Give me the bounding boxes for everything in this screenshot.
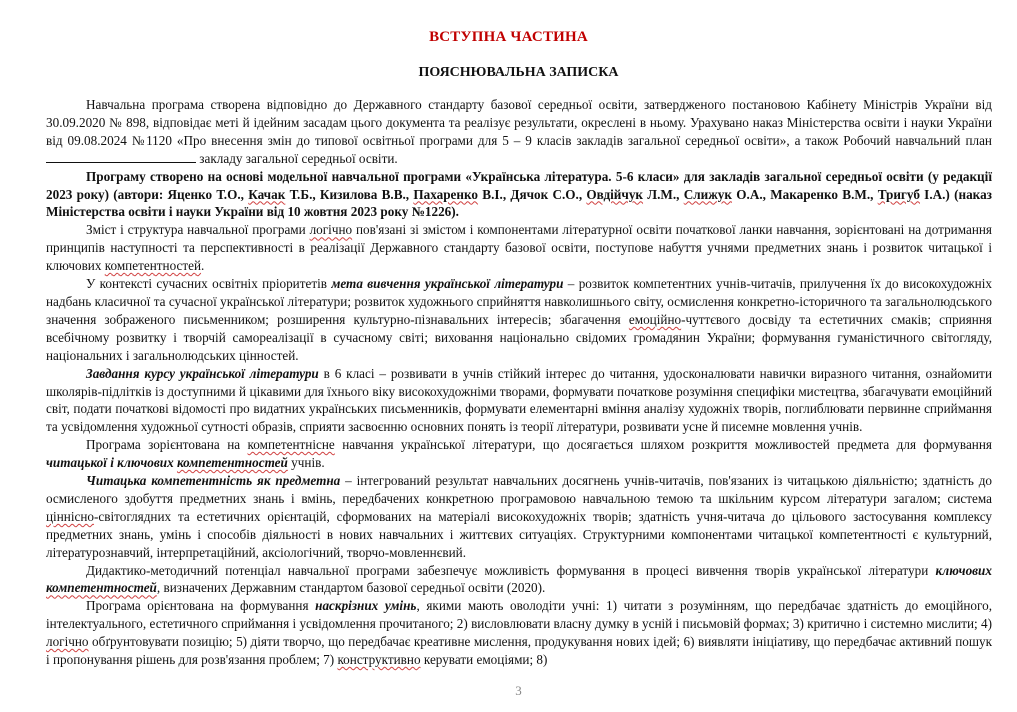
p9-word-1: логічно	[46, 634, 89, 650]
p5-tasks-term: Завдання курсу української літератури	[86, 365, 319, 381]
p4-text-b: – розвиток компетентних учнів-читачів, прилучення їх до високохудожніх надбань класичної та сучасної української літератури; розвиток художнього сприйняття навколишнього світу, осмислення конкретно-історичного та загальнолюдського значення зображеного письменником; розширення культурно-пізнавальних інтересів; збагачення	[46, 276, 992, 327]
p2-author-3: Овдійчук	[586, 186, 644, 202]
p7-term: Читацька компетентність як предметна	[86, 473, 341, 489]
p6-bold-1: читацької і ключових	[46, 455, 177, 471]
p4-goal-term: мета вивчення української літератури	[331, 276, 564, 292]
paragraph-8	[46, 562, 992, 598]
p6-bold-2: компетентностей	[176, 455, 288, 471]
section-subheading: ПОЯСНЮВАЛЬНА ЗАПИСКА	[418, 65, 619, 80]
p3-text-b: пов'язані зі змістом і компонентами літературної освіти початкової ланки навчання, зорієнтовані на дотримання принципів наступності та перспективності в реалізації Державного стандарту базової освіти, поступове набуття учнями предметних знань і розвиток читацької і ключових	[46, 222, 993, 274]
p3-text-a: Зміст і структура навчальної програми	[86, 222, 310, 238]
p2-text-c: В.І., Дячок С.О.,	[478, 186, 587, 202]
paragraph-6	[46, 436, 992, 472]
p2-author-4: Слижук	[683, 186, 732, 202]
p9-text-a: Програма орієнтована на формування	[86, 598, 316, 614]
paragraph-1-text: Навчальна програма створена відповідно до Державного стандарту базової середньої освіти, затвердженого постановою Кабінету Міністрів України від 30.09.2020 № 898, відповідає меті й ідейним засадам цього документа та реалізує результати, окреслені в ньому. Урахувано наказ Міністерства освіти і науки України від 09.08.2024 №1120 «Про внесення змін до типової освітньої програми для 5 – 9 класів закладів загальної середньої освіти», а також Робочий навчальний план	[46, 97, 992, 148]
p5-text-a: в 6 класі – розвивати в учнів стійкий інтерес до читання, удосконалювати навички виразного читання, ознайомити школярів-підлітків із доступними й цікавими для їхнього віку високохудожніми творами, формувати початкове розуміння специфіки мистецтва, збагачувати емоційний світ, подати початкові відомості про видатних українських письменників, формувати елементарні вміння аналізу художніх творів, поглиблювати первинне сприймання та усвідомлення художньої сутності образів, сприяти засвоєнню основних понять із теорії літератури, розвивати усне й писемне мовлення учнів.	[46, 365, 992, 435]
p9-text-c: обґрунтовувати позицію; 5) діяти творчо, що передбачає креативне мислення, продукування нових ідей; 6) виявляти ініціативу, що передбачає активний пошук і пропонування рішень для розв'язання проблем; 7)	[46, 634, 992, 668]
paragraph-4	[46, 275, 992, 365]
document-body	[46, 96, 992, 669]
p8-bold-2: компетентностей	[46, 580, 157, 596]
p2-author-2: Пахаренко	[413, 186, 479, 202]
paragraph-3	[46, 221, 992, 275]
blank-line	[46, 151, 196, 163]
p6-text-a: Програма зорієнтована на	[86, 437, 248, 453]
paragraph-9	[46, 597, 992, 669]
p3-word-1: логічно	[309, 222, 353, 238]
p7-word-1: ціннісно	[46, 508, 95, 524]
p2-text-b: Т.Б., Кизилова В.В.,	[285, 186, 414, 202]
paragraph-7	[46, 472, 992, 562]
p2-text-a: Програму створено на основі модельної навчальної програми «Українська література. 5-6 класи» для закладів загальної середньої освіти (у редакції 2023 року) (автори: Яценко Т.О.,	[46, 168, 992, 202]
p8-text-b: , визначених Державним стандартом базової середньої освіти (2020).	[156, 580, 546, 596]
page-number: 3	[515, 683, 522, 698]
paragraph-1	[46, 96, 992, 168]
p4-text-c: -чуттєвого досвіду та естетичних смаків; сприяння всебічному розвитку і творчій самореалізації в сучасному світі; виховання національно свідомих громадянин України; формування гуманістичного світогляду, національних і загальнолюдських цінностей.	[46, 311, 992, 363]
p6-word-1: компетентнісне	[247, 437, 335, 453]
paragraph-5	[46, 365, 992, 437]
p3-word-2: компетентностей	[104, 258, 202, 274]
p2-text-d: Л.М.,	[643, 186, 684, 202]
paragraph-2	[46, 168, 992, 222]
p2-text-f: І.А.) (наказ Міністерства освіти і науки України від 10 жовтня 2023 року №1226).	[46, 186, 992, 220]
p2-author-5: Тригуб	[877, 186, 920, 202]
p9-text-d: керувати емоціями; 8)	[420, 652, 548, 668]
p9-text-b: , якими мають оволодіти учні: 1) читати з розумінням, що передбачає здатність до емоційного, інтелектуального, естетичного сприймання і усвідомлення прочитаного; 2) висловлювати власну думку в усній і письмовій формах; 3) критично і системно мислити; 4)	[46, 598, 992, 632]
p4-text-a: У контексті сучасних освітніх пріоритетів	[86, 276, 332, 292]
p6-text-c: учнів.	[287, 455, 325, 471]
p3-text-c: .	[201, 258, 205, 274]
paragraph-1-end: закладу загальної середньої освіти.	[199, 150, 398, 166]
p9-skills-term: наскрізних умінь	[315, 598, 417, 614]
p7-text-a: – інтегрований результат навчальних досягнень учнів-читачів, пов'язаних із читацькою діяльністю; здатність до осмисленого здобуття предметних знань і вмінь, передбачених конкретною програмовою навчальною темою та шкільним курсом літератури загалом; система	[46, 473, 992, 506]
section-heading: ВСТУПНА ЧАСТИНА	[429, 29, 588, 45]
p2-text-e: О.А., Макаренко В.М.,	[732, 186, 878, 202]
p4-word-1: емоційно	[628, 311, 682, 327]
p8-text-a: Дидактико-методичний потенціал навчальної програми забезпечує можливість формування в процесі вивчення творів української літератури	[86, 562, 936, 578]
p9-word-2: конструктивно	[337, 652, 421, 668]
p8-bold-1: ключових	[935, 562, 992, 578]
p7-text-b: -світоглядних та естетичних орієнтацій, сформованих на матеріалі високохудожніх творів; здатність учня-читача до цільового застосування комплексу предметних знань, умінь і способів діяльності в нових навчальних і життєвих ситуаціях. Структурними компонентами читацької компетентності є культурний, літературознавчий, інтерпретаційний, аксіологічний, творчо-мовленнєвий.	[46, 508, 992, 560]
p6-text-b: навчання української літератури, що досягається шляхом розкриття можливостей предмета для формування	[334, 437, 992, 453]
p2-author-1: Качак	[248, 186, 286, 202]
